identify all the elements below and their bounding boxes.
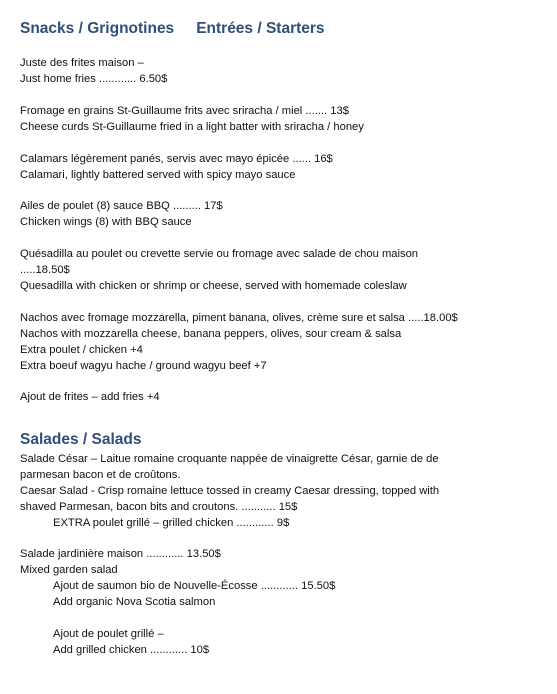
garden-salmon-en: Add organic Nova Scotia salmon xyxy=(53,596,216,608)
item-quesadilla-price: .....18.50$ xyxy=(20,264,70,276)
item-calamari-en: Calamari, lightly battered served with spicy mayo sauce xyxy=(20,169,296,181)
item-nachos-extra-beef: Extra boeuf wagyu hache / ground wagyu beef +7 xyxy=(20,360,267,372)
item-add-fries: Ajout de frites – add fries +4 xyxy=(20,391,160,403)
heading-snacks: Snacks / Grignotines xyxy=(20,20,175,37)
garden-fr: Salade jardinière maison ............ 13.50$ xyxy=(20,548,221,560)
item-curds-fr: Fromage en grains St-Guillaume frits avec sriracha / miel ....... 13$ xyxy=(20,105,349,117)
item-curds-en: Cheese curds St-Guillaume fried in a light batter with sriracha / honey xyxy=(20,121,364,133)
item-quesadilla-fr: Quésadilla au poulet ou crevette servie ou fromage avec salade de chou maison xyxy=(20,248,419,260)
item-wings-fr: Ailes de poulet (8) sauce BBQ ......... 17$ xyxy=(20,200,223,212)
cesar-en-line2: shaved Parmesan, bacon bits and croutons. ........... 15$ xyxy=(20,501,298,513)
garden-chicken-fr: Ajout de poulet grillé – xyxy=(53,628,164,640)
item-calamari-fr: Calamars légèrement panés, servis avec mayo épicée ...... 16$ xyxy=(20,153,333,165)
item-quesadilla-en: Quesadilla with chicken or shrimp or cheese, served with homemade coleslaw xyxy=(20,280,407,292)
cesar-fr-line1: Salade César – Laitue romaine croquante nappée de vinaigrette César, garnie de de xyxy=(20,453,439,465)
cesar-en-line1: Caesar Salad - Crisp romaine lettuce tossed in creamy Caesar dressing, topped with xyxy=(20,485,440,497)
heading-snacks-starters xyxy=(20,20,325,38)
item-nachos-en: Nachos with mozzarella cheese, banana peppers, olives, sour cream & salsa xyxy=(20,328,402,340)
heading-starters: Entrées / Starters xyxy=(196,20,325,37)
garden-salmon-fr: Ajout de saumon bio de Nouvelle-Écosse ............ 15.50$ xyxy=(53,580,336,592)
garden-en: Mixed garden salad xyxy=(20,564,118,576)
item-fries-fr: Juste des frites maison – xyxy=(20,57,144,69)
item-nachos-extra-chicken: Extra poulet / chicken +4 xyxy=(20,344,143,356)
cesar-extra-chicken: EXTRA poulet grillé – grilled chicken ............ 9$ xyxy=(53,517,290,529)
heading-salads: Salades / Salads xyxy=(20,431,142,448)
item-fries-en: Just home fries ............ 6.50$ xyxy=(20,73,168,85)
item-wings-en: Chicken wings (8) with BBQ sauce xyxy=(20,216,192,228)
cesar-fr-line2: parmesan bacon et de croûtons. xyxy=(20,469,181,481)
item-nachos-fr: Nachos avec fromage mozzarella, piment banana, olives, crème sure et salsa .....18.00$ xyxy=(20,312,458,324)
garden-chicken-en: Add grilled chicken ............ 10$ xyxy=(53,644,210,656)
